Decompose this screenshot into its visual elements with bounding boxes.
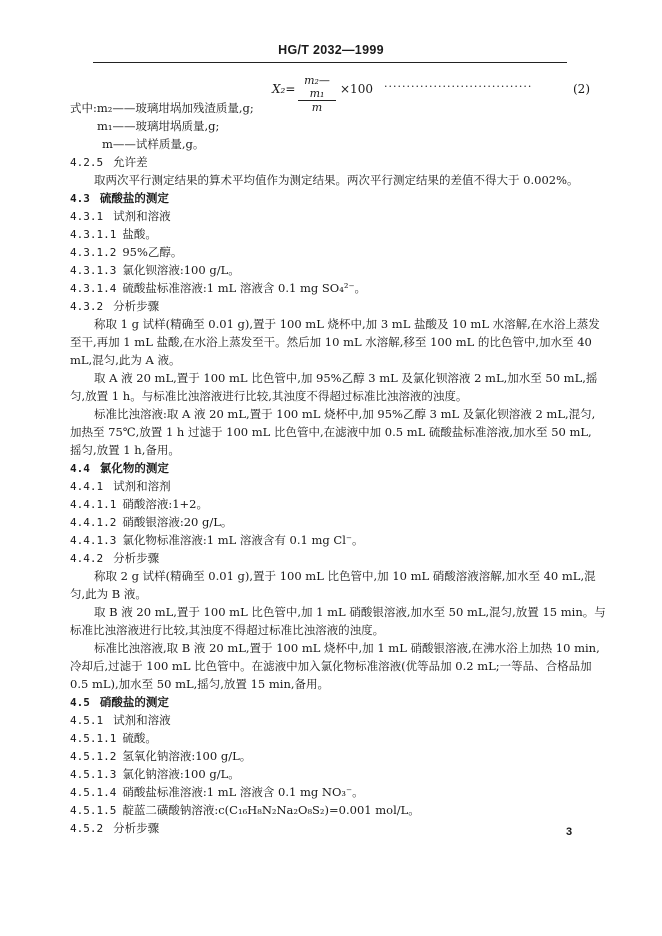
text-line: 冷却后,过滤于 100 mL 比色管中。在滤液中加入氯化物标准溶液(优等品加 0.2 mL;一等品、合格品加 <box>70 659 592 673</box>
text-line: 加热至 75℃,放置 1 h 过滤于 100 mL 比色管中,在滤液中加 0.5 mL 硫酸盐标准溶液,加水至 50 mL, <box>70 425 592 439</box>
section-number: 4.3.1.1 <box>70 228 117 241</box>
page-number: 3 <box>566 826 573 838</box>
section-number: 4.4.1.2 <box>70 516 117 529</box>
section-heading <box>70 766 240 783</box>
section-number: 4.5.1.3 <box>70 768 117 781</box>
text-line: 称取 2 g 试样(精确至 0.01 g),置于 100 mL 比色管中,加 10 mL 硝酸溶液溶解,加水至 40 mL,混 <box>94 569 596 583</box>
section-heading <box>70 280 366 297</box>
page-header: HG/T 2032—1999 <box>278 43 384 57</box>
text-line: 取 A 液 20 mL,置于 100 mL 比色管中,加 95%乙醇 3 mL 及氯化钡溶液 2 mL,加水至 50 mL,摇 <box>94 371 598 385</box>
section-heading <box>70 712 171 729</box>
section-number: 4.5.1.1 <box>70 732 117 745</box>
section-number: 4.3.2 <box>70 300 104 313</box>
section-heading <box>70 226 157 243</box>
text-line: m——试样质量,g。 <box>102 137 205 151</box>
section-number: 4.3 <box>70 192 90 205</box>
section-heading <box>70 244 182 261</box>
text-line: 标准比浊溶液进行比较,其浊度不得超过标准比浊溶液的浊度。 <box>70 623 385 637</box>
section-title: 盐酸。 <box>122 227 157 241</box>
text-line: 式中:m₂——玻璃坩埚加残渣质量,g; <box>70 101 254 115</box>
section-number: 4.4.1 <box>70 480 104 493</box>
text-line: 摇匀,放置 1 h,备用。 <box>70 443 180 457</box>
section-number: 4.4.1.3 <box>70 534 117 547</box>
section-title: 试剂和溶液 <box>113 209 171 223</box>
formula-denominator: m <box>311 101 323 114</box>
formula-fraction <box>298 74 336 114</box>
section-number: 4.4 <box>70 462 90 475</box>
section-title: 分析步骤 <box>113 821 160 835</box>
text-line: mL,混匀,此为 A 液。 <box>70 353 181 367</box>
text-line: 取 B 液 20 mL,置于 100 mL 比色管中,加 1 mL 硝酸银溶液,加水至 50 mL,混匀,放置 15 min。与 <box>94 605 606 619</box>
section-number: 4.5.2 <box>70 822 104 835</box>
text-line: 标准比浊溶液,取 B 液 20 mL,置于 100 mL 烧杯中,加 1 mL 硝酸银溶液,在沸水浴上加热 10 min, <box>94 641 600 655</box>
section-heading <box>70 748 251 765</box>
text-line: m₁——玻璃坩埚质量,g; <box>97 119 220 133</box>
formula-lhs: X₂= <box>272 82 296 96</box>
section-heading <box>70 190 169 207</box>
section-heading <box>70 460 169 477</box>
section-heading <box>70 694 169 711</box>
section-heading <box>70 478 171 495</box>
section-number: 4.4.1.1 <box>70 498 117 511</box>
section-heading <box>70 154 148 171</box>
section-title: 分析步骤 <box>113 551 160 565</box>
section-heading <box>70 802 420 819</box>
section-number: 4.3.1.3 <box>70 264 117 277</box>
section-title: 试剂和溶液 <box>113 713 171 727</box>
section-title: 硝酸盐标准溶液:1 mL 溶液含 0.1 mg NO₃⁻。 <box>122 785 364 799</box>
formula-leader-dots: ································· <box>384 80 533 93</box>
section-number: 4.5.1.5 <box>70 804 117 817</box>
section-heading <box>70 496 208 513</box>
formula-equation-number: (2) <box>573 82 590 96</box>
text-line: 匀,此为 B 液。 <box>70 587 147 601</box>
formula-x2 <box>272 74 592 114</box>
section-title: 氯化物的测定 <box>99 461 169 475</box>
section-number: 4.5.1.4 <box>70 786 117 799</box>
section-number: 4.2.5 <box>70 156 104 169</box>
section-heading <box>70 784 364 801</box>
section-number: 4.5.1 <box>70 714 104 727</box>
section-title: 硝酸溶液:1+2。 <box>122 497 209 511</box>
section-title: 95%乙醇。 <box>122 245 183 259</box>
section-title: 硝酸银溶液:20 g/L。 <box>122 515 233 529</box>
section-heading <box>70 820 159 837</box>
section-heading <box>70 514 232 531</box>
text-line: 匀,放置 1 h。与标准比浊溶液进行比较,其浊度不得超过标准比浊溶液的浊度。 <box>70 389 468 403</box>
section-heading <box>70 298 159 315</box>
text-line: 标准比浊溶液:取 A 液 20 mL,置于 100 mL 烧杯中,加 95%乙醇 3 mL 及氯化钡溶液 2 mL,混匀, <box>94 407 596 421</box>
section-number: 4.3.1 <box>70 210 104 223</box>
section-heading <box>70 532 363 549</box>
section-heading <box>70 730 157 747</box>
section-number: 4.5.1.2 <box>70 750 117 763</box>
section-title: 允许差 <box>113 155 148 169</box>
text-line: 至干,再加 1 mL 盐酸,在水浴上蒸发至干。然后加 10 mL 水溶解,移至 100 mL 的比色管中,加水至 40 <box>70 335 592 349</box>
formula-numerator: m₂—m₁ <box>298 74 336 101</box>
section-title: 硫酸盐标准溶液:1 mL 溶液含 0.1 mg SO₄²⁻。 <box>122 281 367 295</box>
section-heading <box>70 208 171 225</box>
section-number: 4.3.1.2 <box>70 246 117 259</box>
section-number: 4.4.2 <box>70 552 104 565</box>
section-title: 氯化物标准溶液:1 mL 溶液含有 0.1 mg Cl⁻。 <box>122 533 364 547</box>
section-title: 靛蓝二磺酸钠溶液:c(C₁₆H₈N₂Na₂O₈S₂)=0.001 mol/L。 <box>122 803 420 817</box>
section-title: 氢氧化钠溶液:100 g/L。 <box>122 749 252 763</box>
text-line: 取两次平行测定结果的算术平均值作为测定结果。两次平行测定结果的差值不得大于 0.002%。 <box>94 173 579 187</box>
section-heading <box>70 262 240 279</box>
section-heading <box>70 550 159 567</box>
section-number: 4.5 <box>70 696 90 709</box>
section-title: 硫酸。 <box>122 731 157 745</box>
section-title: 硫酸盐的测定 <box>99 191 169 205</box>
section-title: 硝酸盐的测定 <box>99 695 169 709</box>
header-rule <box>93 62 567 63</box>
text-line: 0.5 mL),加水至 50 mL,摇匀,放置 15 min,备用。 <box>70 677 330 691</box>
section-number: 4.3.1.4 <box>70 282 117 295</box>
section-title: 氯化钡溶液:100 g/L。 <box>122 263 240 277</box>
section-title: 氯化钠溶液:100 g/L。 <box>122 767 240 781</box>
section-title: 试剂和溶剂 <box>113 479 171 493</box>
section-title: 分析步骤 <box>113 299 160 313</box>
text-line: 称取 1 g 试样(精确至 0.01 g),置于 100 mL 烧杯中,加 3 mL 盐酸及 10 mL 水溶解,在水浴上蒸发 <box>94 317 600 331</box>
formula-multiplier: ×100 <box>340 82 373 96</box>
